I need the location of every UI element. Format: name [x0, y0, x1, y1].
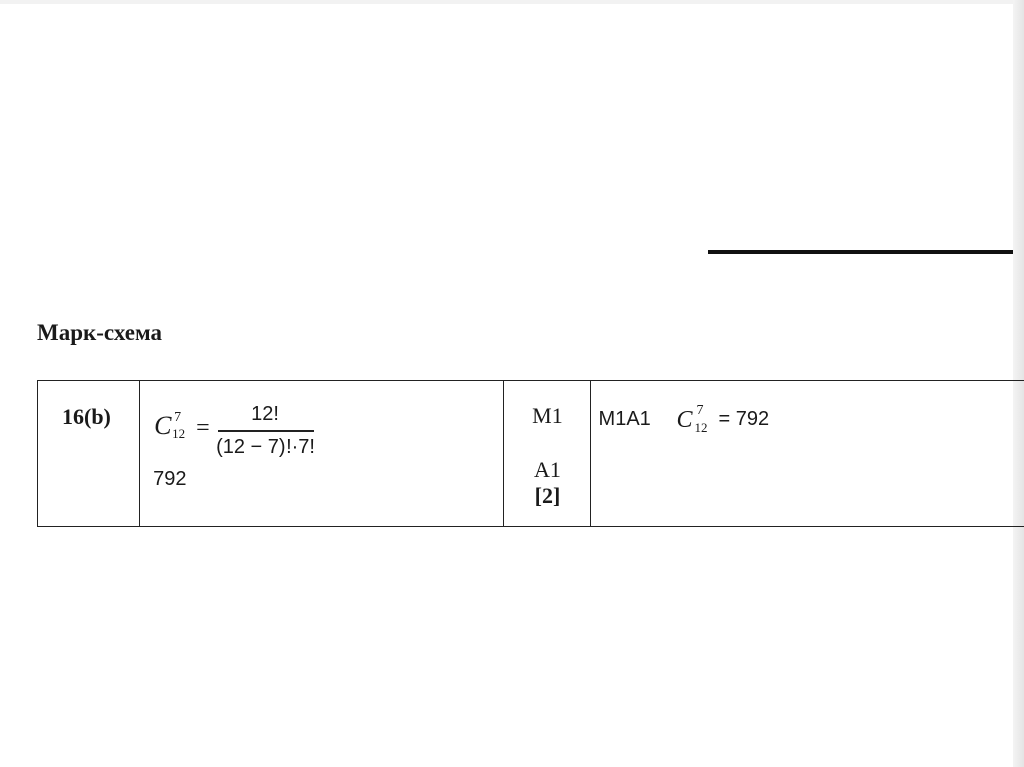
notes-cell	[590, 381, 1024, 527]
answer-line	[708, 250, 1013, 254]
equals-sign: =	[196, 415, 210, 441]
mark-scheme-title: Марк-схема	[37, 320, 162, 345]
notes-subscript: 12	[694, 420, 708, 435]
question-id: 16(b)	[62, 404, 111, 429]
table-row	[38, 381, 1024, 527]
question-id-cell	[38, 381, 140, 527]
notes-result: = 792	[718, 408, 770, 430]
total-marks: [2]	[534, 483, 561, 508]
working-cell	[140, 381, 504, 527]
combination-symbol: C	[154, 411, 172, 440]
working-result: 792	[153, 468, 187, 490]
fraction-denominator-rest: !·7!	[286, 436, 315, 458]
notes-combination-symbol: C	[676, 407, 693, 433]
mark-a1: A1	[534, 457, 561, 482]
fraction-bar	[218, 430, 314, 432]
fraction-denominator-paren: (12 − 7)	[216, 436, 286, 458]
mark-m1: M1	[532, 403, 563, 428]
fraction-numerator: 12!	[251, 403, 279, 425]
page-top-edge	[0, 0, 1024, 4]
combination-subscript: 12	[172, 426, 186, 441]
notes-superscript: 7	[696, 403, 704, 418]
mark-scheme-table	[37, 380, 1024, 527]
marks-cell	[504, 381, 590, 527]
combination-superscript: 7	[174, 410, 182, 425]
notes-marks: M1A1	[598, 408, 651, 430]
